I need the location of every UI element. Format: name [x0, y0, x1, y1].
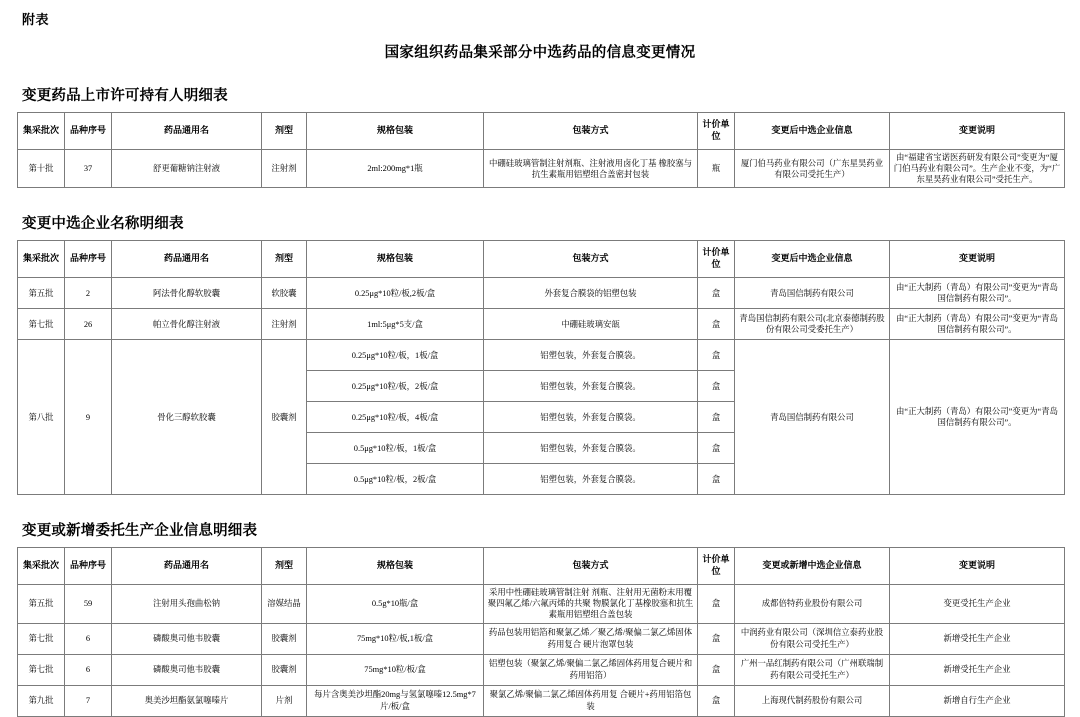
cell-variety-no: 6	[65, 623, 112, 654]
cell-price-unit: 盒	[698, 340, 735, 371]
cell-dosage-form: 软胶囊	[262, 278, 307, 309]
cell-spec-package: 1ml:5μg*5支/盒	[307, 309, 484, 340]
cell-generic-name: 帕立骨化醇注射液	[112, 309, 262, 340]
table-entrusted-manufacturer	[17, 547, 1065, 716]
col-header-dosage-form: 剂型	[262, 241, 307, 278]
cell-batch: 第七批	[18, 309, 65, 340]
cell-price-unit: 瓶	[698, 150, 735, 188]
cell-batch: 第八批	[18, 340, 65, 495]
cell-enterprise: 广州一品红制药有限公司（广州联瑞制药有限公司受托生产）	[735, 654, 890, 685]
cell-price-unit: 盒	[698, 685, 735, 716]
table-row	[18, 585, 1065, 623]
table-row	[18, 309, 1065, 340]
table-row	[18, 685, 1065, 716]
section-title-1: 变更药品上市许可持有人明细表	[22, 88, 228, 104]
cell-variety-no: 7	[65, 685, 112, 716]
col-header-spec-package: 规格包装	[307, 113, 484, 150]
cell-spec-package: 0.25μg*10粒/板，1板/盒	[307, 340, 484, 371]
cell-generic-name: 舒更葡糖钠注射液	[112, 150, 262, 188]
cell-batch: 第五批	[18, 278, 65, 309]
cell-price-unit: 盒	[698, 585, 735, 623]
cell-spec-package: 2ml:200mg*1瓶	[307, 150, 484, 188]
page-title: 国家组织药品集采部分中选药品的信息变更情况	[384, 45, 696, 61]
col-header-batch: 集采批次	[18, 241, 65, 278]
cell-dosage-form: 胶囊剂	[262, 654, 307, 685]
section-title-3: 变更或新增委托生产企业信息明细表	[22, 523, 258, 540]
document-page	[0, 9, 1080, 717]
cell-package-method: 中硼硅玻璃管制注射剂瓶、注射液用卤化丁基 橡胶塞与抗生素瓶用铝塑组合盖密封包装	[484, 150, 698, 188]
cell-spec-package: 0.5μg*10粒/板，2板/盒	[307, 464, 484, 495]
col-header-price-unit: 计价单位	[698, 241, 735, 278]
table-row	[18, 150, 1065, 188]
col-header-generic-name: 药品通用名	[112, 548, 262, 585]
cell-enterprise: 厦门伯马药业有限公司（广东星昊药业有限公司受托生产）	[735, 150, 890, 188]
cell-batch: 第七批	[18, 654, 65, 685]
cell-package-method: 铝塑包装（聚氯乙烯/聚偏二氯乙烯固体药用复合硬片和药用铝箔）	[484, 654, 698, 685]
cell-price-unit: 盒	[698, 433, 735, 464]
cell-variety-no: 2	[65, 278, 112, 309]
col-header-change-note: 变更说明	[890, 241, 1065, 278]
attachment-label: 附表	[22, 12, 50, 27]
cell-generic-name: 磷酸奥司他韦胶囊	[112, 654, 262, 685]
cell-change-note: 由“正大制药（青岛）有限公司”变更为“青岛国信制药有限公司”。	[890, 278, 1065, 309]
cell-generic-name: 注射用头孢曲松钠	[112, 585, 262, 623]
col-header-spec-package: 规格包装	[307, 241, 484, 278]
cell-spec-package: 每片含奥美沙坦酯20mg与氢氯噻嗪12.5mg*7片/板/盒	[307, 685, 484, 716]
col-header-package-method: 包装方式	[484, 113, 698, 150]
col-header-change-note: 变更说明	[890, 113, 1065, 150]
cell-dosage-form: 胶囊剂	[262, 623, 307, 654]
table-row	[18, 278, 1065, 309]
cell-variety-no: 37	[65, 150, 112, 188]
cell-price-unit: 盒	[698, 654, 735, 685]
cell-variety-no: 26	[65, 309, 112, 340]
section-enterprise-name-change	[16, 212, 1064, 495]
col-header-dosage-form: 剂型	[262, 548, 307, 585]
cell-spec-package: 0.5g*10瓶/盒	[307, 585, 484, 623]
table-enterprise-name-change	[17, 240, 1065, 495]
col-header-generic-name: 药品通用名	[112, 113, 262, 150]
col-header-price-unit: 计价单位	[698, 548, 735, 585]
cell-change-note: 新增受托生产企业	[890, 623, 1065, 654]
col-header-price-unit: 计价单位	[698, 113, 735, 150]
cell-spec-package: 0.5μg*10粒/板，1板/盒	[307, 433, 484, 464]
col-header-package-method: 包装方式	[484, 241, 698, 278]
table-row	[18, 623, 1065, 654]
cell-enterprise: 成都倍特药业股份有限公司	[735, 585, 890, 623]
cell-package-method: 聚氯乙烯/聚偏二氯乙烯固体药用复 合硬片+药用铝箔包装	[484, 685, 698, 716]
cell-variety-no: 59	[65, 585, 112, 623]
col-header-package-method: 包装方式	[484, 548, 698, 585]
col-header-variety-no: 品种序号	[65, 113, 112, 150]
col-header-batch: 集采批次	[18, 113, 65, 150]
cell-variety-no: 9	[65, 340, 112, 495]
cell-change-note: 由“正大制药（青岛）有限公司”变更为“青岛国信制药有限公司”。	[890, 340, 1065, 495]
cell-package-method: 药品包装用铝箔和聚氯乙烯／聚乙烯/聚偏二氯乙烯固体药用复合 硬片泡罩包装	[484, 623, 698, 654]
cell-batch: 第七批	[18, 623, 65, 654]
table-row	[18, 340, 1065, 371]
cell-package-method: 采用中性硼硅玻璃管制注射 剂瓶、注射用无菌粉末用覆 聚四氟乙烯/六氟丙烯的共聚 物膜氯化丁基橡胶塞和抗生 素瓶用铝塑组合盖包装	[484, 585, 698, 623]
cell-price-unit: 盒	[698, 402, 735, 433]
cell-enterprise: 青岛国信制药有限公司	[735, 340, 890, 495]
cell-package-method: 铝塑包装，外套复合膜袋。	[484, 340, 698, 371]
cell-price-unit: 盒	[698, 464, 735, 495]
cell-enterprise: 青岛国信制药有限公司	[735, 278, 890, 309]
cell-spec-package: 0.25μg*10粒/板，2板/盒	[307, 371, 484, 402]
cell-price-unit: 盒	[698, 371, 735, 402]
col-header-enterprise: 变更后中选企业信息	[735, 241, 890, 278]
cell-batch: 第五批	[18, 585, 65, 623]
cell-price-unit: 盒	[698, 623, 735, 654]
cell-enterprise: 上海现代制药股份有限公司	[735, 685, 890, 716]
cell-generic-name: 磷酸奥司他韦胶囊	[112, 623, 262, 654]
col-header-batch: 集采批次	[18, 548, 65, 585]
col-header-variety-no: 品种序号	[65, 241, 112, 278]
cell-change-note: 新增自行生产企业	[890, 685, 1065, 716]
cell-price-unit: 盒	[698, 278, 735, 309]
cell-enterprise: 青岛国信制药有限公司(北京泰德制药股份有限公司受委托生产）	[735, 309, 890, 340]
cell-spec-package: 0.25μg*10粒/板,2板/盒	[307, 278, 484, 309]
cell-package-method: 铝塑包装，外套复合膜袋。	[484, 371, 698, 402]
cell-package-method: 铝塑包装，外套复合膜袋。	[484, 402, 698, 433]
cell-dosage-form: 注射剂	[262, 309, 307, 340]
cell-dosage-form: 片剂	[262, 685, 307, 716]
cell-change-note: 新增受托生产企业	[890, 654, 1065, 685]
section-holder-change	[16, 84, 1064, 188]
cell-package-method: 铝塑包装，外套复合膜袋。	[484, 433, 698, 464]
col-header-generic-name: 药品通用名	[112, 241, 262, 278]
section-entrusted-manufacturer	[16, 519, 1064, 716]
cell-batch: 第十批	[18, 150, 65, 188]
cell-batch: 第九批	[18, 685, 65, 716]
cell-package-method: 外套复合膜袋的铝塑包装	[484, 278, 698, 309]
cell-enterprise: 中润药业有限公司（深圳信立泰药业股份有限公司受托生产）	[735, 623, 890, 654]
cell-generic-name: 阿法骨化醇软胶囊	[112, 278, 262, 309]
col-header-enterprise: 变更或新增中选企业信息	[735, 548, 890, 585]
table-header-row	[18, 113, 1065, 150]
cell-spec-package: 75mg*10粒/板,1板/盒	[307, 623, 484, 654]
col-header-spec-package: 规格包装	[307, 548, 484, 585]
table-header-row	[18, 548, 1065, 585]
col-header-dosage-form: 剂型	[262, 113, 307, 150]
section-title-2: 变更中选企业名称明细表	[22, 216, 184, 233]
cell-spec-package: 0.25μg*10粒/板，4板/盒	[307, 402, 484, 433]
cell-generic-name: 骨化三醇软胶囊	[112, 340, 262, 495]
col-header-variety-no: 品种序号	[65, 548, 112, 585]
cell-change-note: 由“正大制药（青岛）有限公司”变更为“青岛国信制药有限公司”。	[890, 309, 1065, 340]
cell-package-method: 中硼硅玻璃安瓿	[484, 309, 698, 340]
cell-price-unit: 盒	[698, 309, 735, 340]
col-header-enterprise: 变更后中选企业信息	[735, 113, 890, 150]
cell-dosage-form: 注射剂	[262, 150, 307, 188]
cell-spec-package: 75mg*10粒/板/盒	[307, 654, 484, 685]
cell-variety-no: 6	[65, 654, 112, 685]
col-header-change-note: 变更说明	[890, 548, 1065, 585]
table-header-row	[18, 241, 1065, 278]
table-row	[18, 654, 1065, 685]
cell-change-note: 变更受托生产企业	[890, 585, 1065, 623]
cell-package-method: 铝塑包装，外套复合膜袋。	[484, 464, 698, 495]
cell-dosage-form: 溶媒结晶	[262, 585, 307, 623]
cell-change-note: 由“福建省宝诺医药研发有限公司”变更为“厦门伯马药业有限公司”。生产企业不变，为“广东星昊药业有限公司”受托生产。	[890, 150, 1065, 188]
cell-dosage-form: 胶囊剂	[262, 340, 307, 495]
table-holder-change	[17, 112, 1065, 188]
cell-generic-name: 奥美沙坦酯氨氯噻嗪片	[112, 685, 262, 716]
